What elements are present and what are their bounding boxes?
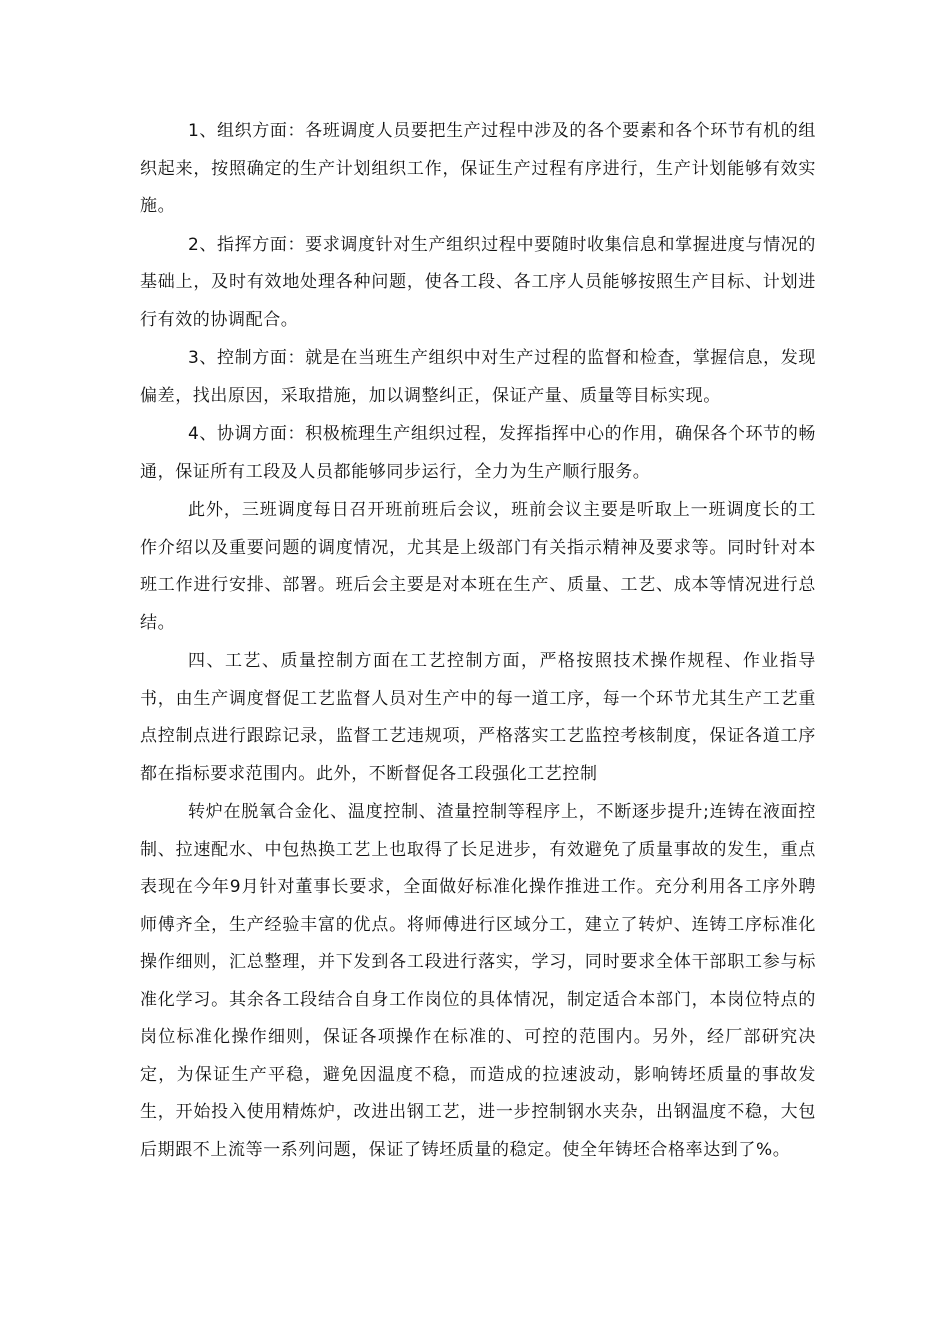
paragraph-coordination: 4、协调方面：积极梳理生产组织过程，发挥指挥中心的作用，确保各个环节的畅通，保证所有工段及人员都能够同步运行，全力为生产顺行服务。	[140, 424, 816, 482]
paragraph-organization: 1、组织方面：各班调度人员要把生产过程中涉及的各个要素和各个环节有机的组织起来，按照确定的生产计划组织工作，保证生产过程有序进行，生产计划能够有效实施。	[140, 121, 816, 216]
paragraph-shift-meetings: 此外，三班调度每日召开班前班后会议，班前会议主要是听取上一班调度长的工作介绍以及重要问题的调度情况，尤其是上级部门有关指示精神及要求等。同时针对本班工作进行安排、部署。班后会主要是对本班在生产、质量、工艺、成本等情况进行总结。	[140, 500, 816, 633]
paragraph-process-quality-control: 四、工艺、质量控制方面在工艺控制方面，严格按照技术操作规程、作业指导书，由生产调度督促工艺监督人员对生产中的每一道工序，每一个环节尤其生产工艺重点控制点进行跟踪记录，监督工艺违规项，严格落实工艺监控考核制度，保证各道工序都在指标要求范围内。此外，不断督促各工段强化工艺控制	[140, 651, 816, 784]
document-body	[140, 113, 816, 1170]
paragraph-converter-caster: 转炉在脱氧合金化、温度控制、渣量控制等程序上，不断逐步提升;连铸在液面控制、拉速配水、中包热换工艺上也取得了长足进步，有效避免了质量事故的发生，重点表现在今年9月针对董事长要求，全面做好标准化操作推进工作。充分利用各工序外聘师傅齐全，生产经验丰富的优点。将师傅进行区域分工，建立了转炉、连铸工序标准化操作细则，汇总整理，并下发到各工段进行落实，学习，同时要求全体干部职工参与标准化学习。其余各工段结合自身工作岗位的具体情况，制定适合本部门，本岗位特点的岗位标准化操作细则，保证各项操作在标准的、可控的范围内。另外，经厂部研究决定，为保证生产平稳，避免因温度不稳，而造成的拉速波动，影响铸坯质量的事故发生，开始投入使用精炼炉，改进出钢工艺，进一步控制钢水夹杂，出钢温度不稳，大包后期跟不上流等一系列问题，保证了铸坯质量的稳定。使全年铸坯合格率达到了%。	[140, 802, 816, 1160]
paragraph-command: 2、指挥方面：要求调度针对生产组织过程中要随时收集信息和掌握进度与情况的基础上，及时有效地处理各种问题，使各工段、各工序人员能够按照生产目标、计划进行有效的协调配合。	[140, 234, 816, 330]
paragraph-control: 3、控制方面：就是在当班生产组织中对生产过程的监督和检查，掌握信息，发现偏差，找出原因，采取措施，加以调整纠正，保证产量、质量等目标实现。	[140, 348, 816, 406]
